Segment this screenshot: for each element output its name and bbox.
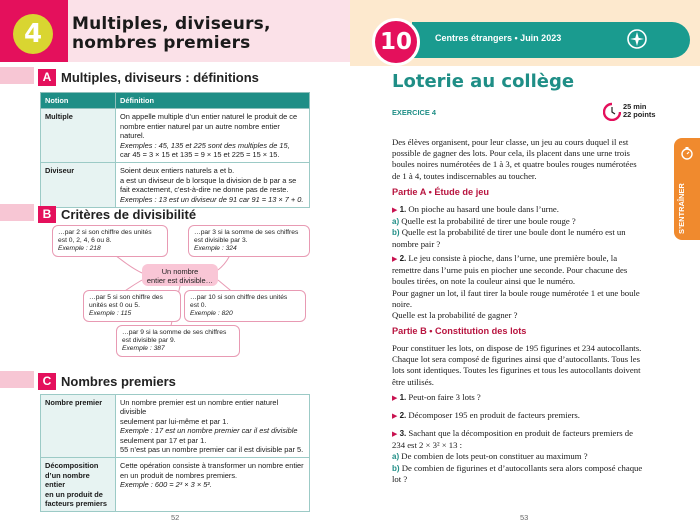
example-line: Exemple : 17 est un nombre premier car il est divisible — [120, 426, 298, 436]
question-text: boules tirées, on note la couleur ainsi que le numéro. — [392, 276, 576, 287]
question-text: Peut-on faire 3 lots ? — [408, 392, 481, 402]
compass-icon — [626, 28, 648, 50]
text-line: être utilisés. — [392, 376, 434, 387]
section-letter: B — [38, 206, 56, 223]
node-line: …par 5 si son chiffre des — [89, 294, 163, 301]
node-line: unités est 0 ou 5. — [89, 302, 140, 309]
chapter-number: 4 — [23, 19, 43, 49]
exercise-label: EXERCICE 4 — [392, 108, 436, 117]
notion-line: facteurs premiers — [45, 499, 108, 509]
question-text: 234 est 2 × 3² × 13 : — [392, 440, 463, 451]
text-line: possible de gagner des lots. Pour cela, ils placent dans une urne trois — [392, 148, 630, 159]
center-line: entier est divisible… — [146, 276, 214, 285]
example-line: car 45 = 3 × 15 et 135 = 9 × 15 et 225 = 15 × 15. — [120, 150, 280, 160]
exam-label: Centres étrangers • Juin 2023 — [435, 33, 562, 43]
definition-line: fait exactement, c’est-à-dire ne donne pas de reste. — [120, 185, 289, 195]
example-line: Exemples : 13 est un diviseur de 91 car 91 = 13 × 7 + 0. — [120, 194, 304, 204]
question-b2 — [392, 410, 682, 422]
section-letter: A — [38, 69, 56, 86]
question-text: Quelle est la probabilité de gagner ? — [392, 310, 518, 321]
table-row — [41, 395, 310, 458]
definition-line: a est un diviseur de b lorsque la division de b par a se — [120, 175, 297, 185]
node-example: Exemple : 820 — [190, 310, 233, 317]
notion-cell: Diviseur — [41, 163, 116, 208]
triangle-bullet-icon: ▶ — [392, 255, 398, 263]
notion-line: Décomposition — [45, 461, 99, 471]
page-number: 53 — [520, 513, 529, 522]
text-line: lots sont identiques. Toutes les figurines et tous les autocollants doivent — [392, 365, 641, 376]
node-example: Exemple : 218 — [58, 245, 101, 252]
stopwatch-icon — [680, 146, 694, 160]
side-tab-label: S’ENTRAÎNER — [677, 183, 686, 234]
question-text: remettre dans l’urne puis en piocher une seconde. Pour chacune des — [392, 265, 628, 276]
section-title: Critères de divisibilité — [61, 206, 197, 222]
points: 22 points — [623, 110, 656, 120]
subquestion-label: a) — [392, 217, 400, 227]
definition-line: nombre entier naturel par un autre nombre entier naturel. — [120, 121, 280, 141]
divisibility-node-5 — [83, 290, 181, 322]
notion-cell: Multiple — [41, 109, 116, 163]
triangle-bullet-icon: ▶ — [392, 394, 398, 402]
chapter-title-line2: nombres premiers — [72, 33, 251, 53]
question-text: nombre pair ? — [392, 238, 441, 249]
subquestion-label: a) — [392, 452, 400, 462]
divisibility-node-9 — [116, 325, 240, 357]
question-a1 — [392, 204, 682, 250]
notion-line: d’un nombre entier — [45, 470, 90, 490]
subquestion-label: b) — [392, 463, 400, 473]
timer-icon — [603, 101, 621, 121]
example-line: Exemples : 45, 135 et 225 sont des multiples de 15, — [120, 140, 290, 150]
question-text: On pioche au hasard une boule dans l’urne. — [408, 204, 559, 214]
center-line: Un nombre — [161, 267, 199, 276]
node-line: est divisible par 9. — [122, 337, 176, 344]
question-text: De combien de figurines et d’autocollants sera alors composé chaque — [401, 462, 643, 473]
divisibility-node-2 — [52, 225, 168, 257]
mindmap-center — [142, 264, 218, 286]
triangle-bullet-icon: ▶ — [392, 430, 398, 438]
section-title: Nombres premiers — [61, 373, 176, 389]
question-text: Décomposer 195 en produit de facteurs premiers. — [408, 410, 580, 420]
exercise-title: Loterie au collège — [392, 71, 575, 92]
question-text: noire. — [392, 298, 413, 309]
exam-number: 10 — [379, 29, 412, 55]
notion-line: en un produit de — [45, 489, 103, 499]
triangle-bullet-icon: ▶ — [392, 412, 398, 420]
definition-line: en un produit de nombres premiers. — [120, 470, 238, 480]
part-a-title: Partie A • Étude de jeu — [392, 187, 489, 197]
divisibility-node-3 — [188, 225, 310, 257]
right-page — [350, 0, 700, 532]
question-b3 — [392, 428, 682, 485]
definition-cell — [116, 458, 310, 512]
section-letter: C — [38, 373, 56, 390]
subquestion-label: b) — [392, 228, 400, 238]
question-text: lot ? — [392, 473, 408, 484]
duration: 25 min — [623, 102, 647, 111]
timer-info — [623, 103, 655, 120]
table-row — [41, 458, 310, 512]
node-example: Exemple : 387 — [122, 345, 165, 352]
example-line: seulement par 17 et par 1. — [120, 435, 207, 445]
node-line: est 0. — [190, 302, 207, 309]
section-c-heading — [38, 371, 176, 391]
prime-numbers-table — [40, 394, 310, 512]
section-bar — [0, 371, 34, 388]
node-line: est divisible par 3. — [194, 237, 248, 244]
question-number: 2. — [399, 411, 407, 420]
question-text: Sachant que la décomposition en produit de facteurs premiers de — [408, 428, 634, 438]
text-line: Des élèves organisent, pour leur classe, un jeu au cours duquel il est — [392, 137, 629, 147]
definition-line: Soient deux entiers naturels a et b. — [120, 166, 235, 176]
text-line: de 1 à 4, toutes indiscernables au toucher. — [392, 170, 537, 181]
intro-paragraph — [392, 137, 682, 182]
column-header-notion: Notion — [41, 93, 116, 109]
node-line: …par 2 si son chiffre des unités — [58, 229, 152, 236]
node-line: est 0, 2, 4, 6 ou 8. — [58, 237, 112, 244]
node-line: …par 10 si son chiffre des unités — [190, 294, 288, 301]
notion-cell — [41, 458, 116, 512]
definition-line: Un nombre premier est un nombre entier naturel divisible — [120, 398, 279, 417]
example-line: 55 n’est pas un nombre premier car il est divisible par 5. — [120, 445, 304, 455]
definition-line: On appelle multiple d’un entier naturel le produit de ce — [120, 112, 298, 122]
question-number: 2. — [399, 254, 407, 263]
node-line: …par 3 si la somme de ses chiffres — [194, 229, 299, 236]
text-line: Chaque lot sera composé de figurines ainsi que d’autocollants. Tous les — [392, 354, 640, 365]
question-text: De combien de lots peut-on constituer au maximum ? — [401, 451, 588, 462]
node-example: Exemple : 115 — [89, 310, 132, 317]
text-line: Pour constituer les lots, on dispose de 195 figurines et 234 autocollants. — [392, 343, 642, 353]
question-text: Quelle est la probabilité de tirer une boule dont le numéro est un — [401, 227, 626, 238]
page-number: 52 — [171, 513, 180, 522]
definition-line: Cette opération consiste à transformer un nombre entier — [120, 461, 304, 471]
triangle-bullet-icon: ▶ — [392, 206, 398, 214]
node-example: Exemple : 324 — [194, 245, 237, 252]
exam-number-badge — [372, 18, 420, 66]
section-title: Multiples, diviseurs : définitions — [61, 69, 259, 85]
node-line: …par 9 si la somme de ses chiffres — [122, 329, 227, 336]
question-number: 1. — [399, 393, 407, 402]
definition-cell — [116, 395, 310, 458]
question-text: Le jeu consiste à pioche, dans l’urne, une première boule, la — [408, 253, 618, 263]
question-number: 1. — [399, 205, 407, 214]
question-text: Quelle est la probabilité de tirer une boule rouge ? — [401, 216, 576, 227]
question-number: 3. — [399, 429, 407, 438]
part-b-title: Partie B • Constitution des lots — [392, 326, 527, 336]
question-a2 — [392, 253, 682, 321]
text-line: boules noires numérotées de 1 à 3, et quatre boules rouges numérotées — [392, 159, 637, 170]
example-line: Exemple : 600 = 2³ × 3 × 5². — [120, 480, 212, 490]
column-header-definition: Définition — [116, 93, 310, 109]
definition-line: seulement par lui-même et par 1. — [120, 416, 229, 426]
notion-cell: Nombre premier — [41, 395, 116, 458]
question-text: Pour gagner un lot, il faut tirer la boule rouge numérotée 1 et une boule — [392, 287, 640, 298]
divisibility-node-10 — [184, 290, 306, 322]
question-b1 — [392, 392, 682, 404]
intro-b-paragraph — [392, 343, 682, 388]
chapter-title-line1: Multiples, diviseurs, — [72, 14, 271, 34]
